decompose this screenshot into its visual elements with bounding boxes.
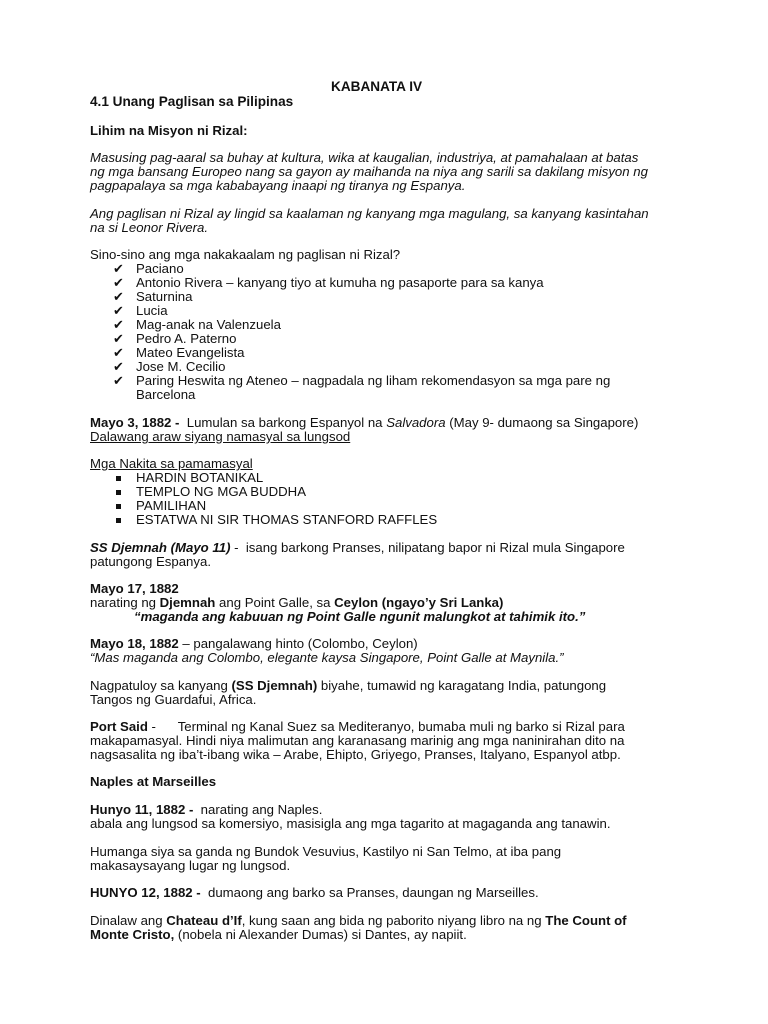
list-item: Saturnina (136, 289, 193, 304)
list-item: Jose M. Cecilio (136, 359, 226, 374)
date-label: Mayo 3, 1882 - (90, 415, 180, 430)
check-icon: ✔ (113, 261, 125, 276)
list-item: Mag-anak na Valenzuela (136, 317, 281, 332)
may18-quote: “Mas maganda ang Colombo, elegante kaysa Singapore, Point Galle at Maynila.” (90, 650, 564, 665)
dinalaw-line-1: Dinalaw ang Chateau d’If, kung saan ang bida ng paborito niyang libro na ng The Count of (90, 913, 627, 928)
list-item: Paciano (136, 261, 184, 276)
port-said-line-2: makapamasyal. Hindi niya malimutan ang karanasang marinig ang mga naninirahan dito na (90, 733, 625, 748)
knowers-question: Sino-sino ang mga nakakaalam ng paglisan ni Rizal? (90, 247, 401, 262)
sights-heading: Mga Nakita sa pamamasyal (90, 456, 253, 471)
mission-line-1: Masusing pag-aaral sa buhay at kultura, wika at kaugalian, industriya, at pamahalaan at batas (90, 150, 639, 165)
port-said-line-3: nagsasalita ng iba’t-ibang wika – Arabe, Ehipto, Griyego, Pranses, Italyano, Espanyol atbp. (90, 747, 621, 762)
list-item: TEMPLO NG MGA BUDDHA (136, 484, 306, 499)
place-label: Port Said (90, 719, 148, 734)
port-said-entry: Port Said - Terminal ng Kanal Suez sa Mediteranyo, bumaba muli ng barko si Rizal para (90, 719, 625, 734)
humanga-line-2: makasaysayang lugar ng lungsod. (90, 858, 291, 873)
djemnah-entry: SS Djemnah (Mayo 11) - isang barkong Pranses, nilipatang bapor ni Rizal mula Singapore (90, 540, 625, 555)
may17-quote: “maganda ang kabuuan ng Point Galle ngunit malungkot at tahimik ito.” (134, 609, 586, 624)
check-icon: ✔ (113, 373, 125, 388)
departure-line-1: Ang paglisan ni Rizal ay lingid sa kaalaman ng kanyang mga magulang, sa kanyang kasintahan (90, 206, 649, 221)
check-icon: ✔ (113, 331, 125, 346)
dinalaw-line-2: Monte Cristo, (nobela ni Alexander Dumas) si Dantes, ay napiit. (90, 927, 467, 942)
bullet-icon (116, 518, 121, 523)
june11-entry: Hunyo 11, 1882 - narating ang Naples. (90, 802, 323, 817)
nagpatuloy-line-2: Tangos ng Guardafui, Africa. (90, 692, 257, 707)
list-item: Paring Heswita ng Ateneo – nagpadala ng liham rekomendasyon sa mga pare ng (136, 373, 611, 388)
departure-line-2: na si Leonor Rivera. (90, 220, 209, 235)
list-item: HARDIN BOTANIKAL (136, 470, 264, 485)
mission-heading: Lihim na Misyon ni Rizal: (90, 123, 248, 138)
bullet-icon (116, 476, 121, 481)
may17-date: Mayo 17, 1882 (90, 581, 179, 596)
check-icon: ✔ (113, 289, 125, 304)
list-item: Pedro A. Paterno (136, 331, 237, 346)
bullet-icon (116, 490, 121, 495)
date-label: Hunyo 11, 1882 - (90, 802, 194, 817)
list-item: Antonio Rivera – kanyang tiyo at kumuha ng pasaporte para sa kanya (136, 275, 544, 290)
bullet-icon (116, 504, 121, 509)
june11-line-2: abala ang lungsod sa komersiyo, masisigla ang mga tagarito at magaganda ang tanawin. (90, 816, 611, 831)
may3-entry: Mayo 3, 1882 - Lumulan sa barkong Espanyol na Salvadora (May 9- dumaong sa Singapore) (90, 415, 639, 430)
list-item: PAMILIHAN (136, 498, 207, 513)
june12-entry: HUNYO 12, 1882 - dumaong ang barko sa Pranses, daungan ng Marseilles. (90, 885, 539, 900)
list-item: ESTATWA NI SIR THOMAS STANFORD RAFFLES (136, 512, 438, 527)
check-icon: ✔ (113, 317, 125, 332)
chapter-title: KABANATA IV (331, 79, 423, 94)
ship-label: SS Djemnah (Mayo 11) (90, 540, 231, 555)
check-icon: ✔ (113, 345, 125, 360)
check-icon: ✔ (113, 359, 125, 374)
djemnah-line-2: patungong Espanya. (90, 554, 211, 569)
date-label: Mayo 18, 1882 (90, 636, 179, 651)
check-icon: ✔ (113, 275, 125, 290)
list-item: Lucia (136, 303, 168, 318)
mission-line-2: ng mga bansang Europeo nang sa gayon ay maihanda na niya ang sarili sa dakilang misyon ng (90, 164, 648, 179)
ship-name: Salvadora (386, 415, 446, 430)
may17-line: narating ng Djemnah ang Point Galle, sa Ceylon (ngayo’y Sri Lanka) (90, 595, 504, 610)
date-label: HUNYO 12, 1882 - (90, 885, 201, 900)
mission-line-3: pagpapalaya sa mga kababayang inaapi ng tiranya ng Espanya. (90, 178, 466, 193)
section-heading: 4.1 Unang Paglisan sa Pilipinas (90, 94, 294, 109)
may3-underline-note: Dalawang araw siyang namasyal sa lungsod (90, 429, 351, 444)
list-item-continuation: Barcelona (136, 387, 196, 402)
humanga-line-1: Humanga siya sa ganda ng Bundok Vesuvius, Kastilyo ni San Telmo, at iba pang (90, 844, 562, 859)
list-item: Mateo Evangelista (136, 345, 245, 360)
check-icon: ✔ (113, 303, 125, 318)
may18-entry: Mayo 18, 1882 – pangalawang hinto (Colombo, Ceylon) (90, 636, 418, 651)
naples-heading: Naples at Marseilles (90, 774, 217, 789)
nagpatuloy-line-1: Nagpatuloy sa kanyang (SS Djemnah) biyahe, tumawid ng karagatang India, patungong (90, 678, 607, 693)
